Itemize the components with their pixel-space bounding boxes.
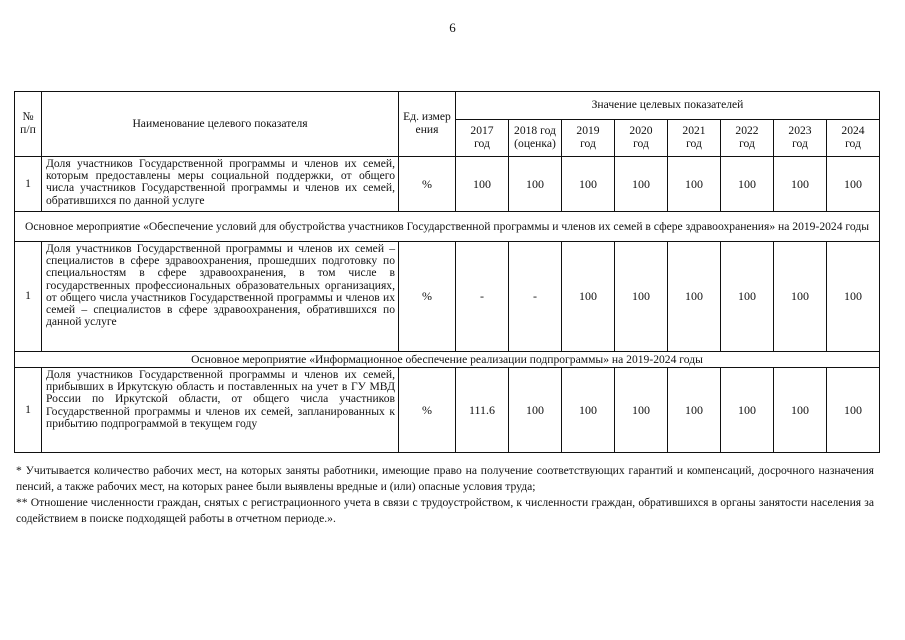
header-unit: Ед. измер ения [399,92,456,157]
table-row [15,157,880,212]
row-value: 100 [721,157,774,212]
row-num: 1 [15,368,42,453]
target-indicators-table [14,91,880,453]
row-value: 100 [668,242,721,352]
header-num: № п/п [15,92,42,157]
row-value: 100 [774,157,827,212]
section-title: Основное мероприятие «Обеспечение условий для обустройства участников Государственной программы и членов их семей в сфере здравоохранения» на 2019-2024 годы [15,212,880,242]
row-value: 100 [562,157,615,212]
row-value: 100 [562,242,615,352]
header-year: 2024 год [827,120,880,157]
page-number: 6 [449,20,456,35]
row-value: 100 [774,368,827,453]
row-value: 100 [615,242,668,352]
row-unit: % [399,242,456,352]
header-year: 2017 год [456,120,509,157]
header-year: 2023 год [774,120,827,157]
row-value: 100 [562,368,615,453]
row-value: 100 [774,242,827,352]
section-row [15,212,880,242]
row-value: 100 [721,368,774,453]
row-value: 100 [509,368,562,453]
header-name: Наименование целевого показателя [42,92,399,157]
section-row [15,352,880,368]
section-title: Основное мероприятие «Информационное обеспечение реализации подпрограммы» на 2019-2024 годы [15,352,880,368]
footnote-1: * Учитывается количество рабочих мест, на которых заняты работники, имеющие право на получение соответствующих гарантий и компенсаций, досрочного назначения пенсий, а также рабочих мест, на которых ранее были выявлены вредные и (или) опасные условия труда; [16,464,874,493]
header-year: 2019 год [562,120,615,157]
header-year: 2021 год [668,120,721,157]
table-row [15,368,880,453]
header-year: 2018 год (оценка) [509,120,562,157]
row-value: - [456,242,509,352]
row-num: 1 [15,157,42,212]
row-unit: % [399,157,456,212]
header-row-1 [15,92,880,120]
row-unit: % [399,368,456,453]
row-value: 100 [668,368,721,453]
row-value: 100 [668,157,721,212]
row-value: 100 [509,157,562,212]
footnotes [16,463,874,527]
row-value: 100 [827,157,880,212]
row-indicator-name: Доля участников Государственной программы и членов их семей, прибывших в Иркутскую область и поставленных на учет в ГУ МВД России по Иркутской области, от общего числа участников Государственной программы и членов их семей, запланированных к прибытию подпрограммой в текущем году [42,368,399,453]
header-values-group: Значение целевых показателей [456,92,880,120]
row-indicator-name: Доля участников Государственной программы и членов их семей – специалистов в сфере здравоохранения, прошедших подготовку по специальностям в сфере здравоохранения, в том числе в государственных профессиональных образовательных организациях, от общего числа участников Государственной программы и членов их семей – специалистов в сфере здравоохранения, обратившихся по данной услуге [42,242,399,352]
header-year: 2020 год [615,120,668,157]
footnote-2: ** Отношение численности граждан, снятых с регистрационного учета в связи с трудоустройством, к численности граждан, обратившихся в органы занятости населения за содействием в поиске подходящей работы в отчетном периоде.». [16,496,874,525]
row-num: 1 [15,242,42,352]
row-indicator-name: Доля участников Государственной программы и членов их семей, которым предоставлены меры социальной поддержки, от общего числа участников Государственной программы и членов их семей, обратившихся по данной услуге [42,157,399,212]
row-value: 100 [827,242,880,352]
row-value: 100 [456,157,509,212]
row-value: 100 [615,157,668,212]
row-value: - [509,242,562,352]
row-value: 111.6 [456,368,509,453]
row-value: 100 [827,368,880,453]
row-value: 100 [721,242,774,352]
table-row [15,242,880,352]
row-value: 100 [615,368,668,453]
header-year: 2022 год [721,120,774,157]
